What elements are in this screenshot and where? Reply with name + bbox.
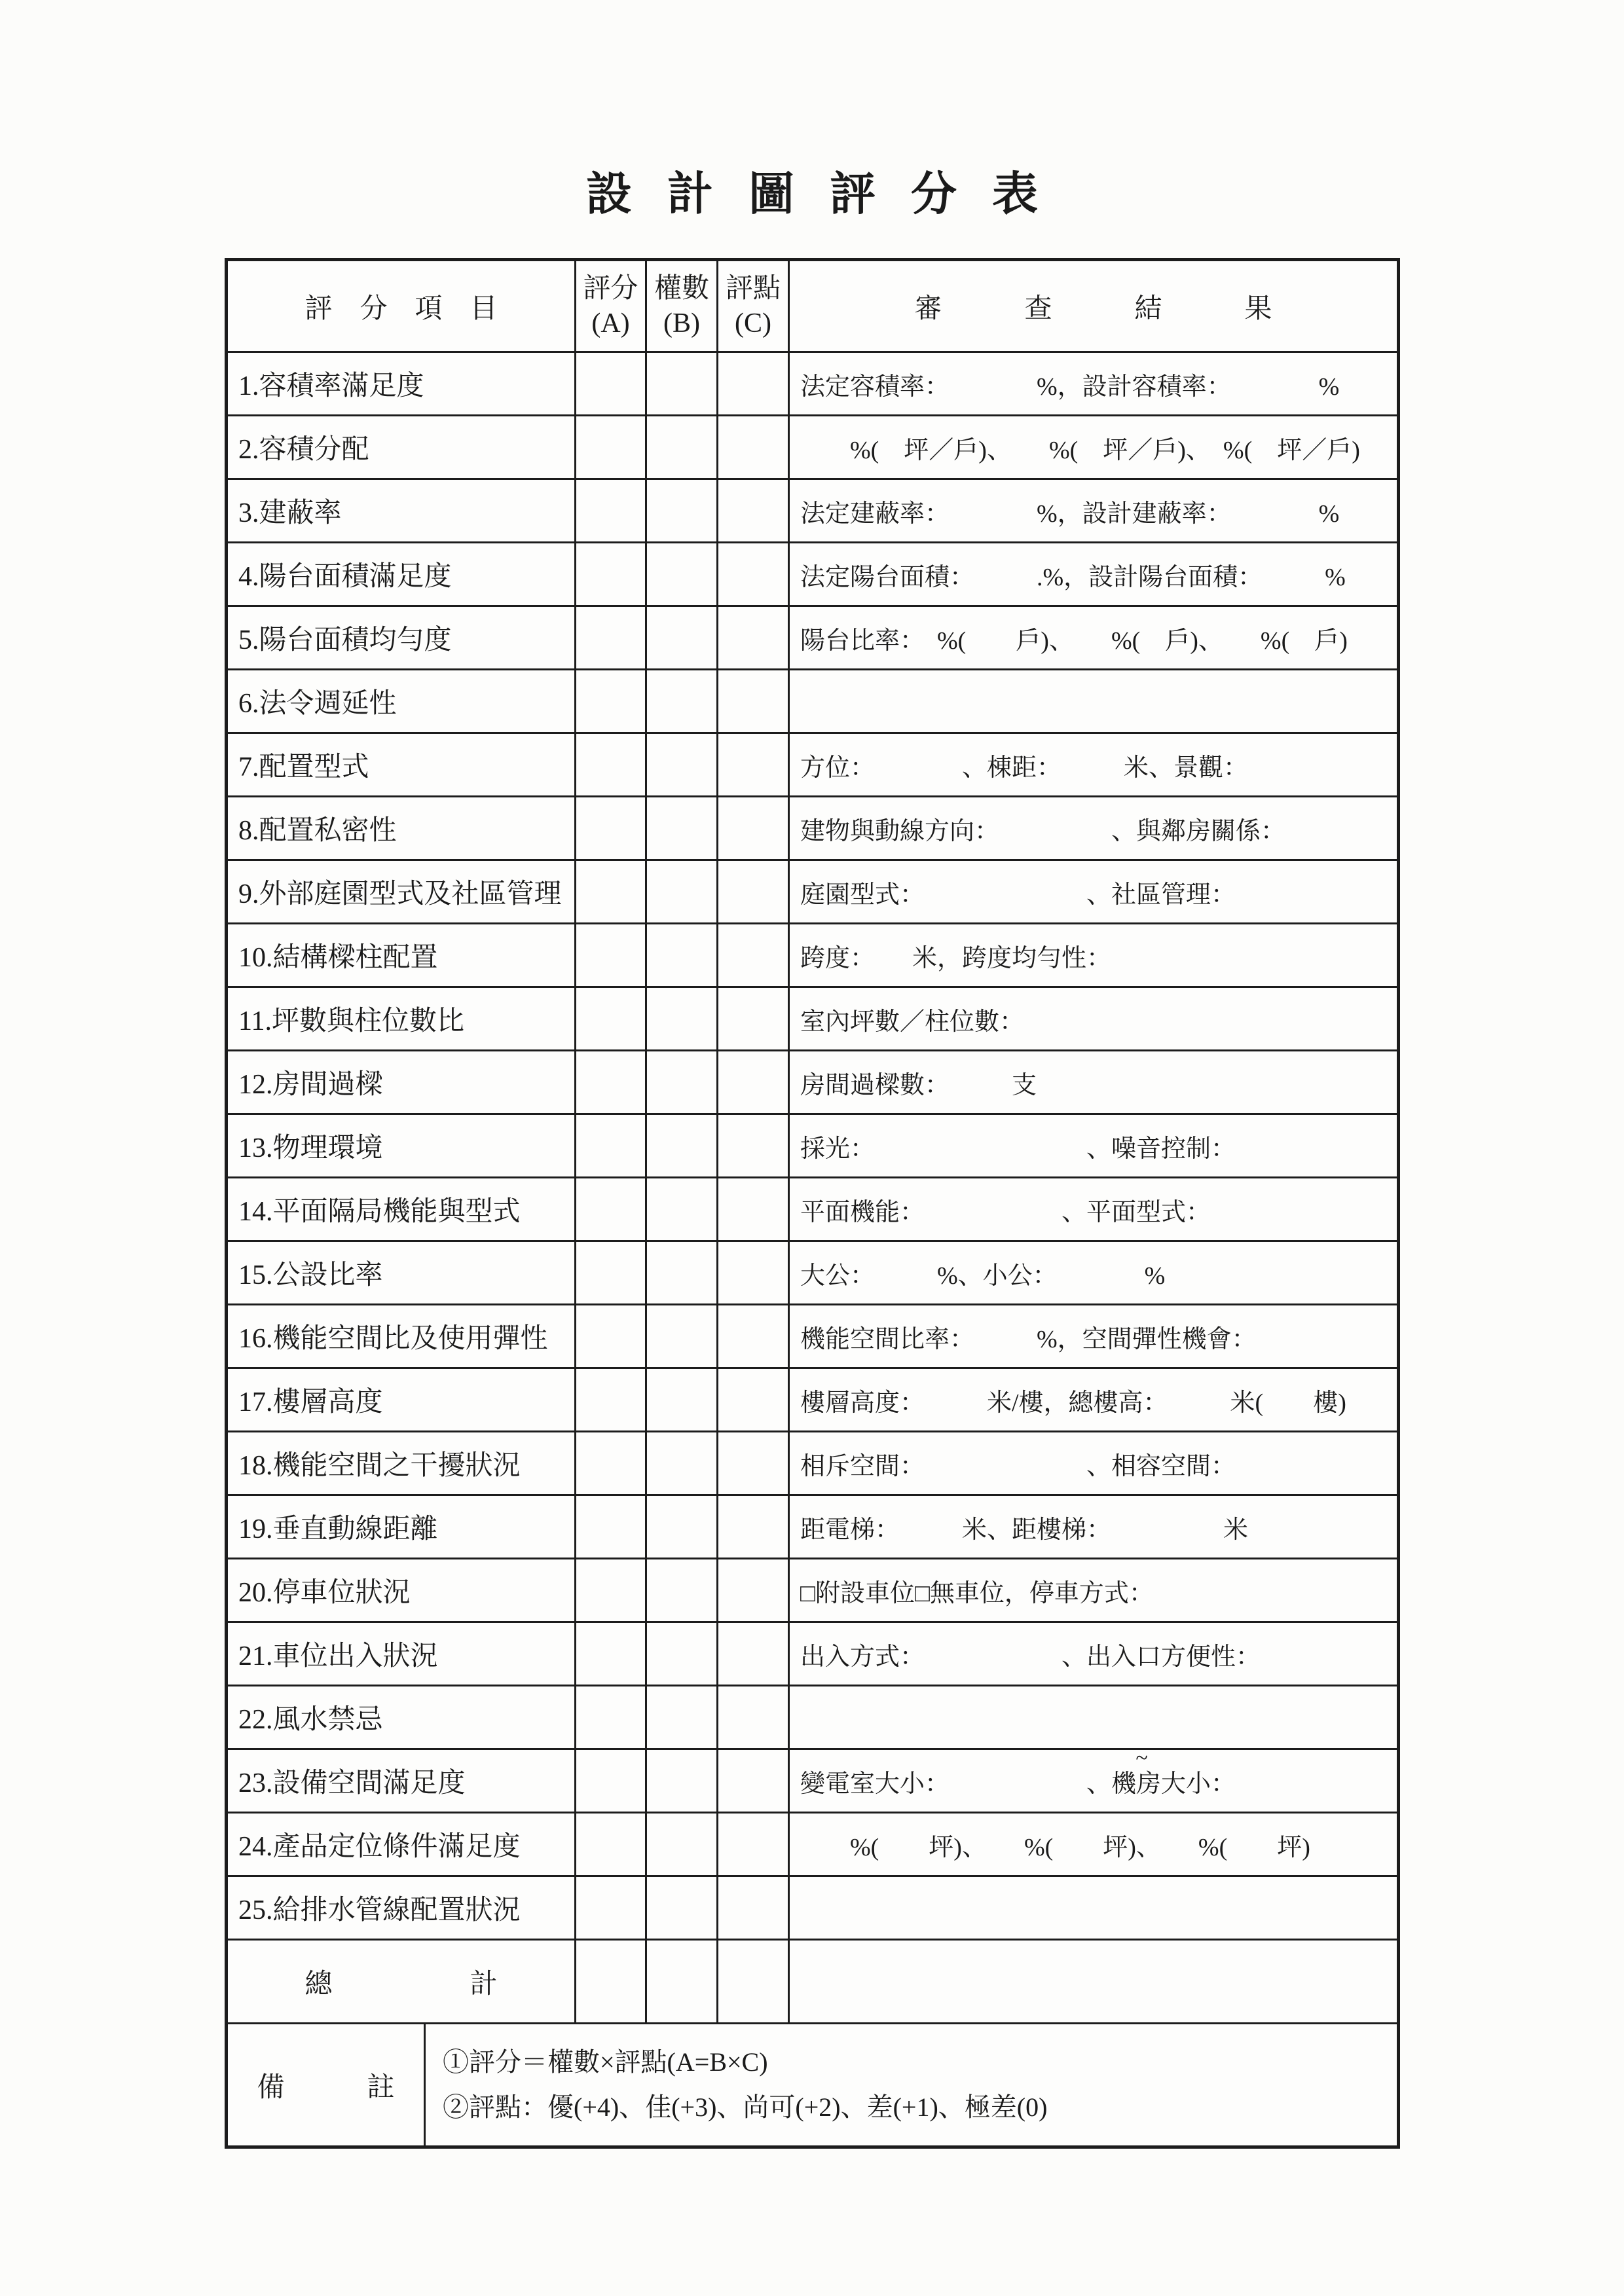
- points-c-cell: [718, 797, 790, 859]
- points-c-cell: [718, 734, 790, 795]
- table-row: [228, 605, 1397, 668]
- points-c-cell: [718, 1559, 790, 1621]
- result-cell: 陽台比率： %( 戶)、 %( 戶)、 %( 戶): [800, 627, 1348, 655]
- score-a-cell: [576, 861, 647, 922]
- table-row: [228, 541, 1397, 605]
- remark-body-cell: [426, 2024, 1397, 2145]
- header-score-a: [576, 261, 647, 351]
- result-cell: 相斥空間： 、相容空間：: [800, 1452, 1236, 1480]
- result-cell: 跨度： 米，跨度均勻性：: [800, 944, 1112, 972]
- item-cell: 17.樓層高度: [228, 1369, 576, 1430]
- item-cell: 3.建蔽率: [228, 480, 576, 541]
- total-row: [228, 1939, 1397, 2022]
- weight-b-cell: [647, 1496, 718, 1558]
- tilde-mark: ~: [1135, 1750, 1148, 1770]
- item-cell: 6.法令週延性: [228, 670, 576, 732]
- item-cell: 2.容積分配: [228, 416, 576, 478]
- table-row: [228, 986, 1397, 1049]
- score-a-cell: [576, 607, 647, 668]
- score-a-cell: [576, 1115, 647, 1176]
- table-row: [228, 1875, 1397, 1939]
- result-cell: [790, 1877, 1397, 1939]
- points-c-cell: [718, 543, 790, 605]
- result-cell: %( 坪)、 %( 坪)、 %( 坪): [800, 1833, 1310, 1861]
- weight-b-cell: [647, 1686, 718, 1748]
- score-a-cell: [576, 1432, 647, 1494]
- points-c-cell: [718, 480, 790, 541]
- score-a-cell: [576, 924, 647, 986]
- score-a-cell: [576, 1051, 647, 1113]
- table-body: [228, 351, 1397, 1939]
- item-cell: 5.陽台面積均勻度: [228, 607, 576, 668]
- table-row: [228, 1430, 1397, 1494]
- result-cell: 方位： 、棟距： 米、景觀：: [800, 754, 1249, 782]
- header-points-c-label: 評點: [725, 274, 781, 304]
- table-row: [228, 1812, 1397, 1875]
- result-cell: 庭園型式： 、社區管理：: [800, 881, 1236, 909]
- item-cell: 12.房間過樑: [228, 1051, 576, 1113]
- result-cell: %( 坪／戶)、 %( 坪／戶)、 %( 坪／戶): [800, 436, 1360, 464]
- table-row: [228, 1685, 1397, 1748]
- table-row: [228, 1621, 1397, 1685]
- item-cell: 23.設備空間滿足度: [228, 1750, 576, 1812]
- weight-b-cell: [647, 861, 718, 922]
- item-cell: 16.機能空間比及使用彈性: [228, 1305, 576, 1367]
- table-row: [228, 1367, 1397, 1430]
- item-cell: 9.外部庭園型式及社區管理: [228, 861, 576, 922]
- item-cell: 10.結構樑柱配置: [228, 924, 576, 986]
- remark-label-cell: 備 註: [228, 2024, 426, 2145]
- weight-b-cell: [647, 924, 718, 986]
- result-cell: 變電室大小： 、機房大小： ~: [790, 1750, 1397, 1812]
- points-c-cell: [718, 1115, 790, 1176]
- score-a-cell: [576, 543, 647, 605]
- points-c-cell: [718, 416, 790, 478]
- remark-row: [228, 2022, 1397, 2145]
- table-row: [228, 795, 1397, 859]
- table-row: [228, 859, 1397, 922]
- weight-b-cell: [647, 670, 718, 732]
- score-a-cell: [576, 1242, 647, 1303]
- points-c-cell: [718, 353, 790, 414]
- score-a-cell: [576, 1623, 647, 1685]
- score-a-cell: [576, 988, 647, 1049]
- result-cell: □附設車位□無車位，停車方式：: [800, 1579, 1154, 1607]
- result-cell: 室內坪數／柱位數：: [800, 1008, 1025, 1036]
- table-header-row: [228, 261, 1397, 351]
- weight-b-cell: [647, 1115, 718, 1176]
- table-row: [228, 922, 1397, 986]
- item-cell: 8.配置私密性: [228, 797, 576, 859]
- points-c-cell: [718, 1369, 790, 1430]
- weight-b-cell: [647, 1242, 718, 1303]
- weight-b-cell: [647, 988, 718, 1049]
- table-row: [228, 1748, 1397, 1812]
- points-c-cell: [718, 1750, 790, 1812]
- score-a-cell: [576, 480, 647, 541]
- weight-b-cell: [647, 607, 718, 668]
- result-cell: 平面機能： 、平面型式：: [800, 1198, 1211, 1226]
- item-cell: 11.坪數與柱位數比: [228, 988, 576, 1049]
- points-c-cell: [718, 861, 790, 922]
- points-c-cell: [718, 1178, 790, 1240]
- total-label-cell: 總 計: [228, 1941, 576, 2022]
- result-cell: [790, 670, 1397, 732]
- score-a-cell: [576, 797, 647, 859]
- points-c-cell: [718, 988, 790, 1049]
- item-cell: 13.物理環境: [228, 1115, 576, 1176]
- item-cell: 20.停車位狀況: [228, 1559, 576, 1621]
- weight-b-cell: [647, 797, 718, 859]
- score-a-cell: [576, 1813, 647, 1875]
- table-row: [228, 414, 1397, 478]
- result-cell: 大公： %、小公： %: [800, 1262, 1166, 1290]
- weight-b-cell: [647, 734, 718, 795]
- result-cell: 距電梯： 米、距樓梯： 米: [800, 1516, 1249, 1544]
- header-weight-b: [647, 261, 718, 351]
- weight-b-cell: [647, 1623, 718, 1685]
- score-a-cell: [576, 1750, 647, 1812]
- item-cell: 19.垂直動線距離: [228, 1496, 576, 1558]
- weight-b-cell: [647, 1432, 718, 1494]
- header-points-c-sub: (C): [734, 308, 771, 338]
- total-points-c-cell: [718, 1941, 790, 2022]
- points-c-cell: [718, 1813, 790, 1875]
- table-row: [228, 351, 1397, 414]
- weight-b-cell: [647, 543, 718, 605]
- points-c-cell: [718, 1623, 790, 1685]
- points-c-cell: [718, 1051, 790, 1113]
- table-row: [228, 732, 1397, 795]
- points-c-cell: [718, 1242, 790, 1303]
- score-a-cell: [576, 734, 647, 795]
- result-cell: 法定陽台面積： .%，設計陽台面積： %: [800, 563, 1346, 591]
- score-a-cell: [576, 1686, 647, 1748]
- points-c-cell: [718, 607, 790, 668]
- item-cell: 7.配置型式: [228, 734, 576, 795]
- remark-line-1: ①評分＝權數×評點(A=B×C): [443, 2047, 768, 2077]
- result-cell: 出入方式： 、出入口方便性：: [800, 1643, 1261, 1671]
- result-cell: 樓層高度： 米/樓，總樓高： 米( 樓): [800, 1389, 1346, 1417]
- weight-b-cell: [647, 1178, 718, 1240]
- result-cell: 採光： 、噪音控制：: [800, 1135, 1236, 1163]
- header-review-result: 審 查 結 果: [914, 293, 1272, 324]
- result-cell: 房間過樑數： 支: [800, 1071, 1037, 1099]
- weight-b-cell: [647, 1750, 718, 1812]
- result-cell: 法定容積率： %，設計容積率： %: [800, 373, 1340, 401]
- table-row: [228, 1303, 1397, 1367]
- result-cell: 建物與動線方向： 、與鄰房關係：: [800, 817, 1286, 845]
- result-cell: 法定建蔽率： %，設計建蔽率： %: [800, 500, 1340, 528]
- score-a-cell: [576, 670, 647, 732]
- weight-b-cell: [647, 1369, 718, 1430]
- points-c-cell: [718, 1305, 790, 1367]
- points-c-cell: [718, 924, 790, 986]
- table-row: [228, 1494, 1397, 1558]
- points-c-cell: [718, 1877, 790, 1939]
- table-row: [228, 1049, 1397, 1113]
- points-c-cell: [718, 1686, 790, 1748]
- header-weight-b-sub: (B): [663, 308, 700, 338]
- item-cell: 14.平面隔局機能與型式: [228, 1178, 576, 1240]
- table-row: [228, 668, 1397, 732]
- header-points-c: [718, 261, 790, 351]
- weight-b-cell: [647, 353, 718, 414]
- weight-b-cell: [647, 1813, 718, 1875]
- header-weight-b-label: 權數: [654, 274, 709, 304]
- total-score-a-cell: [576, 1941, 647, 2022]
- weight-b-cell: [647, 1051, 718, 1113]
- weight-b-cell: [647, 480, 718, 541]
- weight-b-cell: [647, 416, 718, 478]
- weight-b-cell: [647, 1877, 718, 1939]
- result-cell: [790, 1686, 1397, 1748]
- table-row: [228, 1113, 1397, 1176]
- table-row: [228, 1240, 1397, 1303]
- table-row: [228, 1558, 1397, 1621]
- points-c-cell: [718, 670, 790, 732]
- item-cell: 22.風水禁忌: [228, 1686, 576, 1748]
- header-score-a-sub: (A): [591, 308, 630, 338]
- item-cell: 1.容積率滿足度: [228, 353, 576, 414]
- item-cell: 25.給排水管線配置狀況: [228, 1877, 576, 1939]
- score-a-cell: [576, 1305, 647, 1367]
- weight-b-cell: [647, 1559, 718, 1621]
- score-a-cell: [576, 1877, 647, 1939]
- item-cell: 4.陽台面積滿足度: [228, 543, 576, 605]
- total-weight-b-cell: [647, 1941, 718, 2022]
- points-c-cell: [718, 1432, 790, 1494]
- header-item: 評 分 項 目: [228, 261, 576, 351]
- item-cell: 18.機能空間之干擾狀況: [228, 1432, 576, 1494]
- item-cell: 21.車位出入狀況: [228, 1623, 576, 1685]
- score-a-cell: [576, 353, 647, 414]
- remark-line-2: ②評點：優(+4)、佳(+3)、尚可(+2)、差(+1)、極差(0): [443, 2092, 1048, 2122]
- result-cell: 機能空間比率： %，空間彈性機會：: [800, 1325, 1257, 1353]
- weight-b-cell: [647, 1305, 718, 1367]
- page-title: 設計圖評分表: [586, 170, 1073, 220]
- item-cell: 24.產品定位條件滿足度: [228, 1813, 576, 1875]
- total-result-cell: [790, 1941, 1397, 2022]
- score-a-cell: [576, 416, 647, 478]
- table-row: [228, 478, 1397, 541]
- score-a-cell: [576, 1559, 647, 1621]
- item-cell: 15.公設比率: [228, 1242, 576, 1303]
- points-c-cell: [718, 1496, 790, 1558]
- score-a-cell: [576, 1369, 647, 1430]
- scoring-table: [225, 258, 1400, 2149]
- score-a-cell: [576, 1496, 647, 1558]
- table-row: [228, 1176, 1397, 1240]
- score-a-cell: [576, 1178, 647, 1240]
- header-score-a-label: 評分: [583, 274, 638, 304]
